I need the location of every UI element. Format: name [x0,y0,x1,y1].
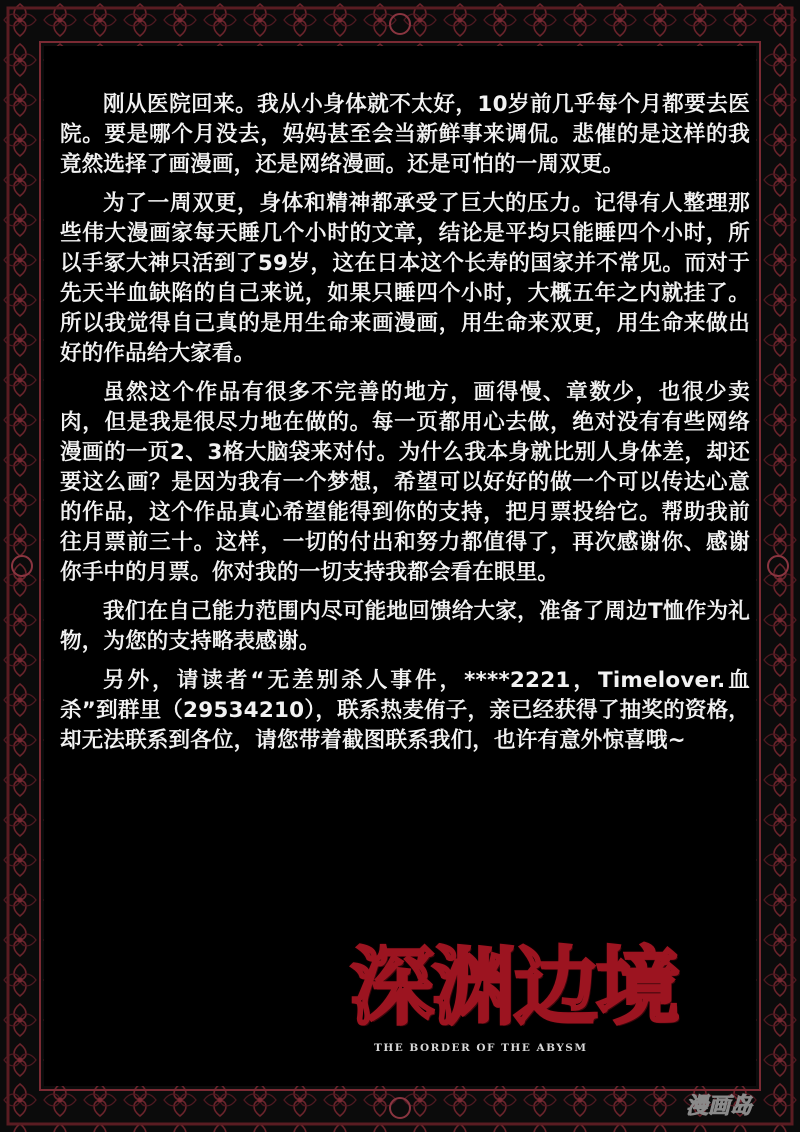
letter-paragraph-3: 虽然这个作品有很多不完善的地方，画得慢、章数少，也很少卖肉，但是我是很尽力地在做的。每一页都用心去做，绝对没有有些网络漫画的一页2、3格大脑袋来对付。为什么我本身就比别人身体差，却还要这么画？是因为我有一个梦想，希望可以好好的做一个可以传达心意的作品，这个作品真心希望能得到你的支持，把月票投给它。帮助我前往月票前三十。这样，一切的付出和努力都值得了，再次感谢你、感谢你手中的月票。你对我的一切支持我都会看在眼里。 [60,380,750,585]
letter-paragraph-1: 刚从医院回来。我从小身体就不太好，10岁前几乎每个月都要去医院。要是哪个月没去，妈妈甚至会当新鲜事来调侃。悲催的是这样的我竟然选择了画漫画，还是网络漫画。还是可怕的一周双更。 [60,92,750,177]
letter-paragraph-5: 另外，请读者“无差别杀人事件，****2221，Timelover.血杀”到群里（29534210），联系热麦侑子，亲已经获得了抽奖的资格，却无法联系到各位，请您带着截图联系我们，也许有意外惊喜哦~ [60,668,750,753]
logo-title-en: THE BORDER OF THE ABYSM [374,1042,588,1054]
logo-title-cn: 深渊边境 [350,937,679,1036]
series-logo [350,932,750,1082]
letter-paragraph-2: 为了一周双更，身体和精神都承受了巨大的压力。记得有人整理那些伟大漫画家每天睡几个小时的文章，结论是平均只能睡四个小时，所以手冢大神只活到了59岁，这在日本这个长寿的国家并不常见。而对于先天半血缺陷的自己来说，如果只睡四个小时，大概五年之内就挂了。所以我觉得自己真的是用生命来画漫画，用生命来双更，用生命来做出好的作品给大家看。 [60,191,750,366]
author-letter [60,90,750,765]
publisher-watermark: 漫画岛 [685,1094,752,1119]
letter-paragraph-4: 我们在自己能力范围内尽可能地回馈给大家，准备了周边T恤作为礼物，为您的支持略表感谢。 [60,599,750,654]
